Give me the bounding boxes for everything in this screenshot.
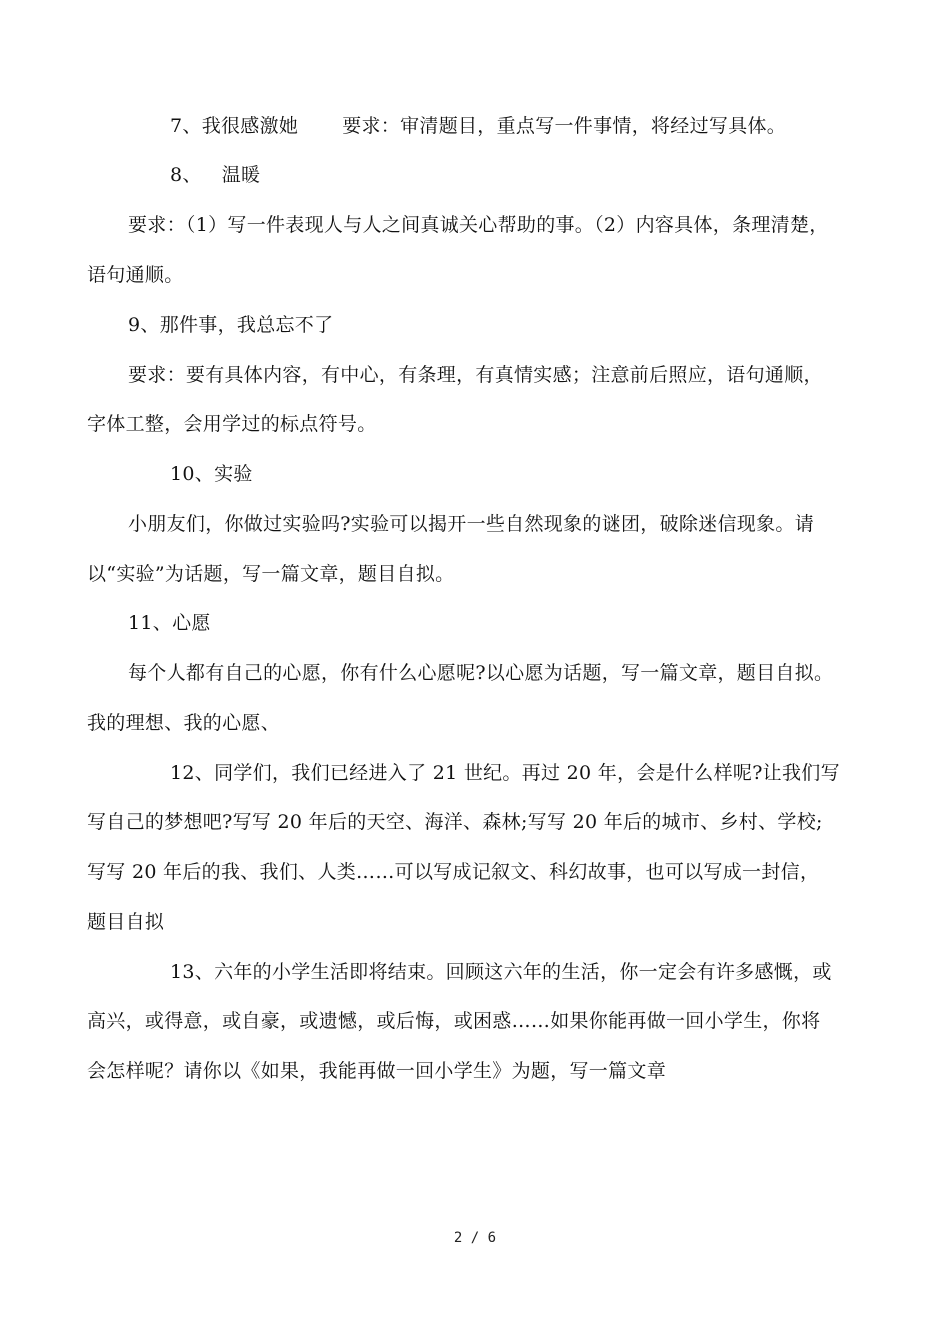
item-7-line (170, 112, 950, 140)
item-8-title: 温暖 (221, 164, 261, 186)
item-9-requirement-line-1: 要求：要有具体内容，有中心，有条理，有真情实感；注意前后照应，语句通顺， (128, 364, 823, 386)
item-11-body-line-1: 每个人都有自己的心愿，你有什么心愿呢?以心愿为话题，写一篇文章，题目自拟。 (128, 662, 834, 684)
item-12-line-3: 写写 20 年后的我、我们、人类……可以写成记叙文、科幻故事，也可以写成一封信， (87, 861, 820, 883)
item-11-title: 11、心愿 (128, 612, 211, 634)
item-12-line-2: 写自己的梦想吧?写写 20 年后的天空、海洋、森林;写写 20 年后的城市、乡村、学校; (87, 811, 823, 833)
item-10-body-line-1: 小朋友们，你做过实验吗?实验可以揭开一些自然现象的谜团，破除迷信现象。请 (128, 513, 814, 535)
item-12-line-1: 12、同学们，我们已经进入了 21 世纪。再过 20 年，会是什么样呢?让我们写 (170, 762, 840, 784)
item-12-line-4: 题目自拟 (87, 911, 165, 933)
item-13-line-3: 会怎样呢？请你以《如果，我能再做一回小学生》为题，写一篇文章 (87, 1060, 667, 1082)
item-13-line-2: 高兴，或得意，或自豪，或遗憾，或后悔，或困惑……如果你能再做一回小学生，你将 (87, 1010, 821, 1032)
item-7-requirement: 要求：审清题目，重点写一件事情，将经过写具体。 (342, 115, 787, 137)
page-number: 2 / 6 (453, 1230, 497, 1246)
item-8-requirement-line-1: 要求：（1）写一件表现人与人之间真诚关心帮助的事。（2）内容具体，条理清楚， (128, 214, 829, 236)
item-7-title: 7、我很感激她 (170, 115, 299, 137)
item-8-number: 8、 (170, 164, 202, 186)
item-11-body-line-2: 我的理想、我的心愿、 (87, 712, 281, 734)
item-10-body-line-2: 以“实验”为话题，写一篇文章，题目自拟。 (87, 563, 455, 585)
item-8-requirement-line-2: 语句通顺。 (87, 264, 184, 286)
item-9-title: 9、那件事，我总忘不了 (128, 314, 334, 336)
item-10-title: 10、实验 (170, 463, 253, 485)
item-13-line-1: 13、六年的小学生活即将结束。回顾这六年的生活，你一定会有许多感慨，或 (170, 961, 832, 983)
item-9-requirement-line-2: 字体工整，会用学过的标点符号。 (87, 413, 377, 435)
item-8-line (170, 161, 950, 189)
